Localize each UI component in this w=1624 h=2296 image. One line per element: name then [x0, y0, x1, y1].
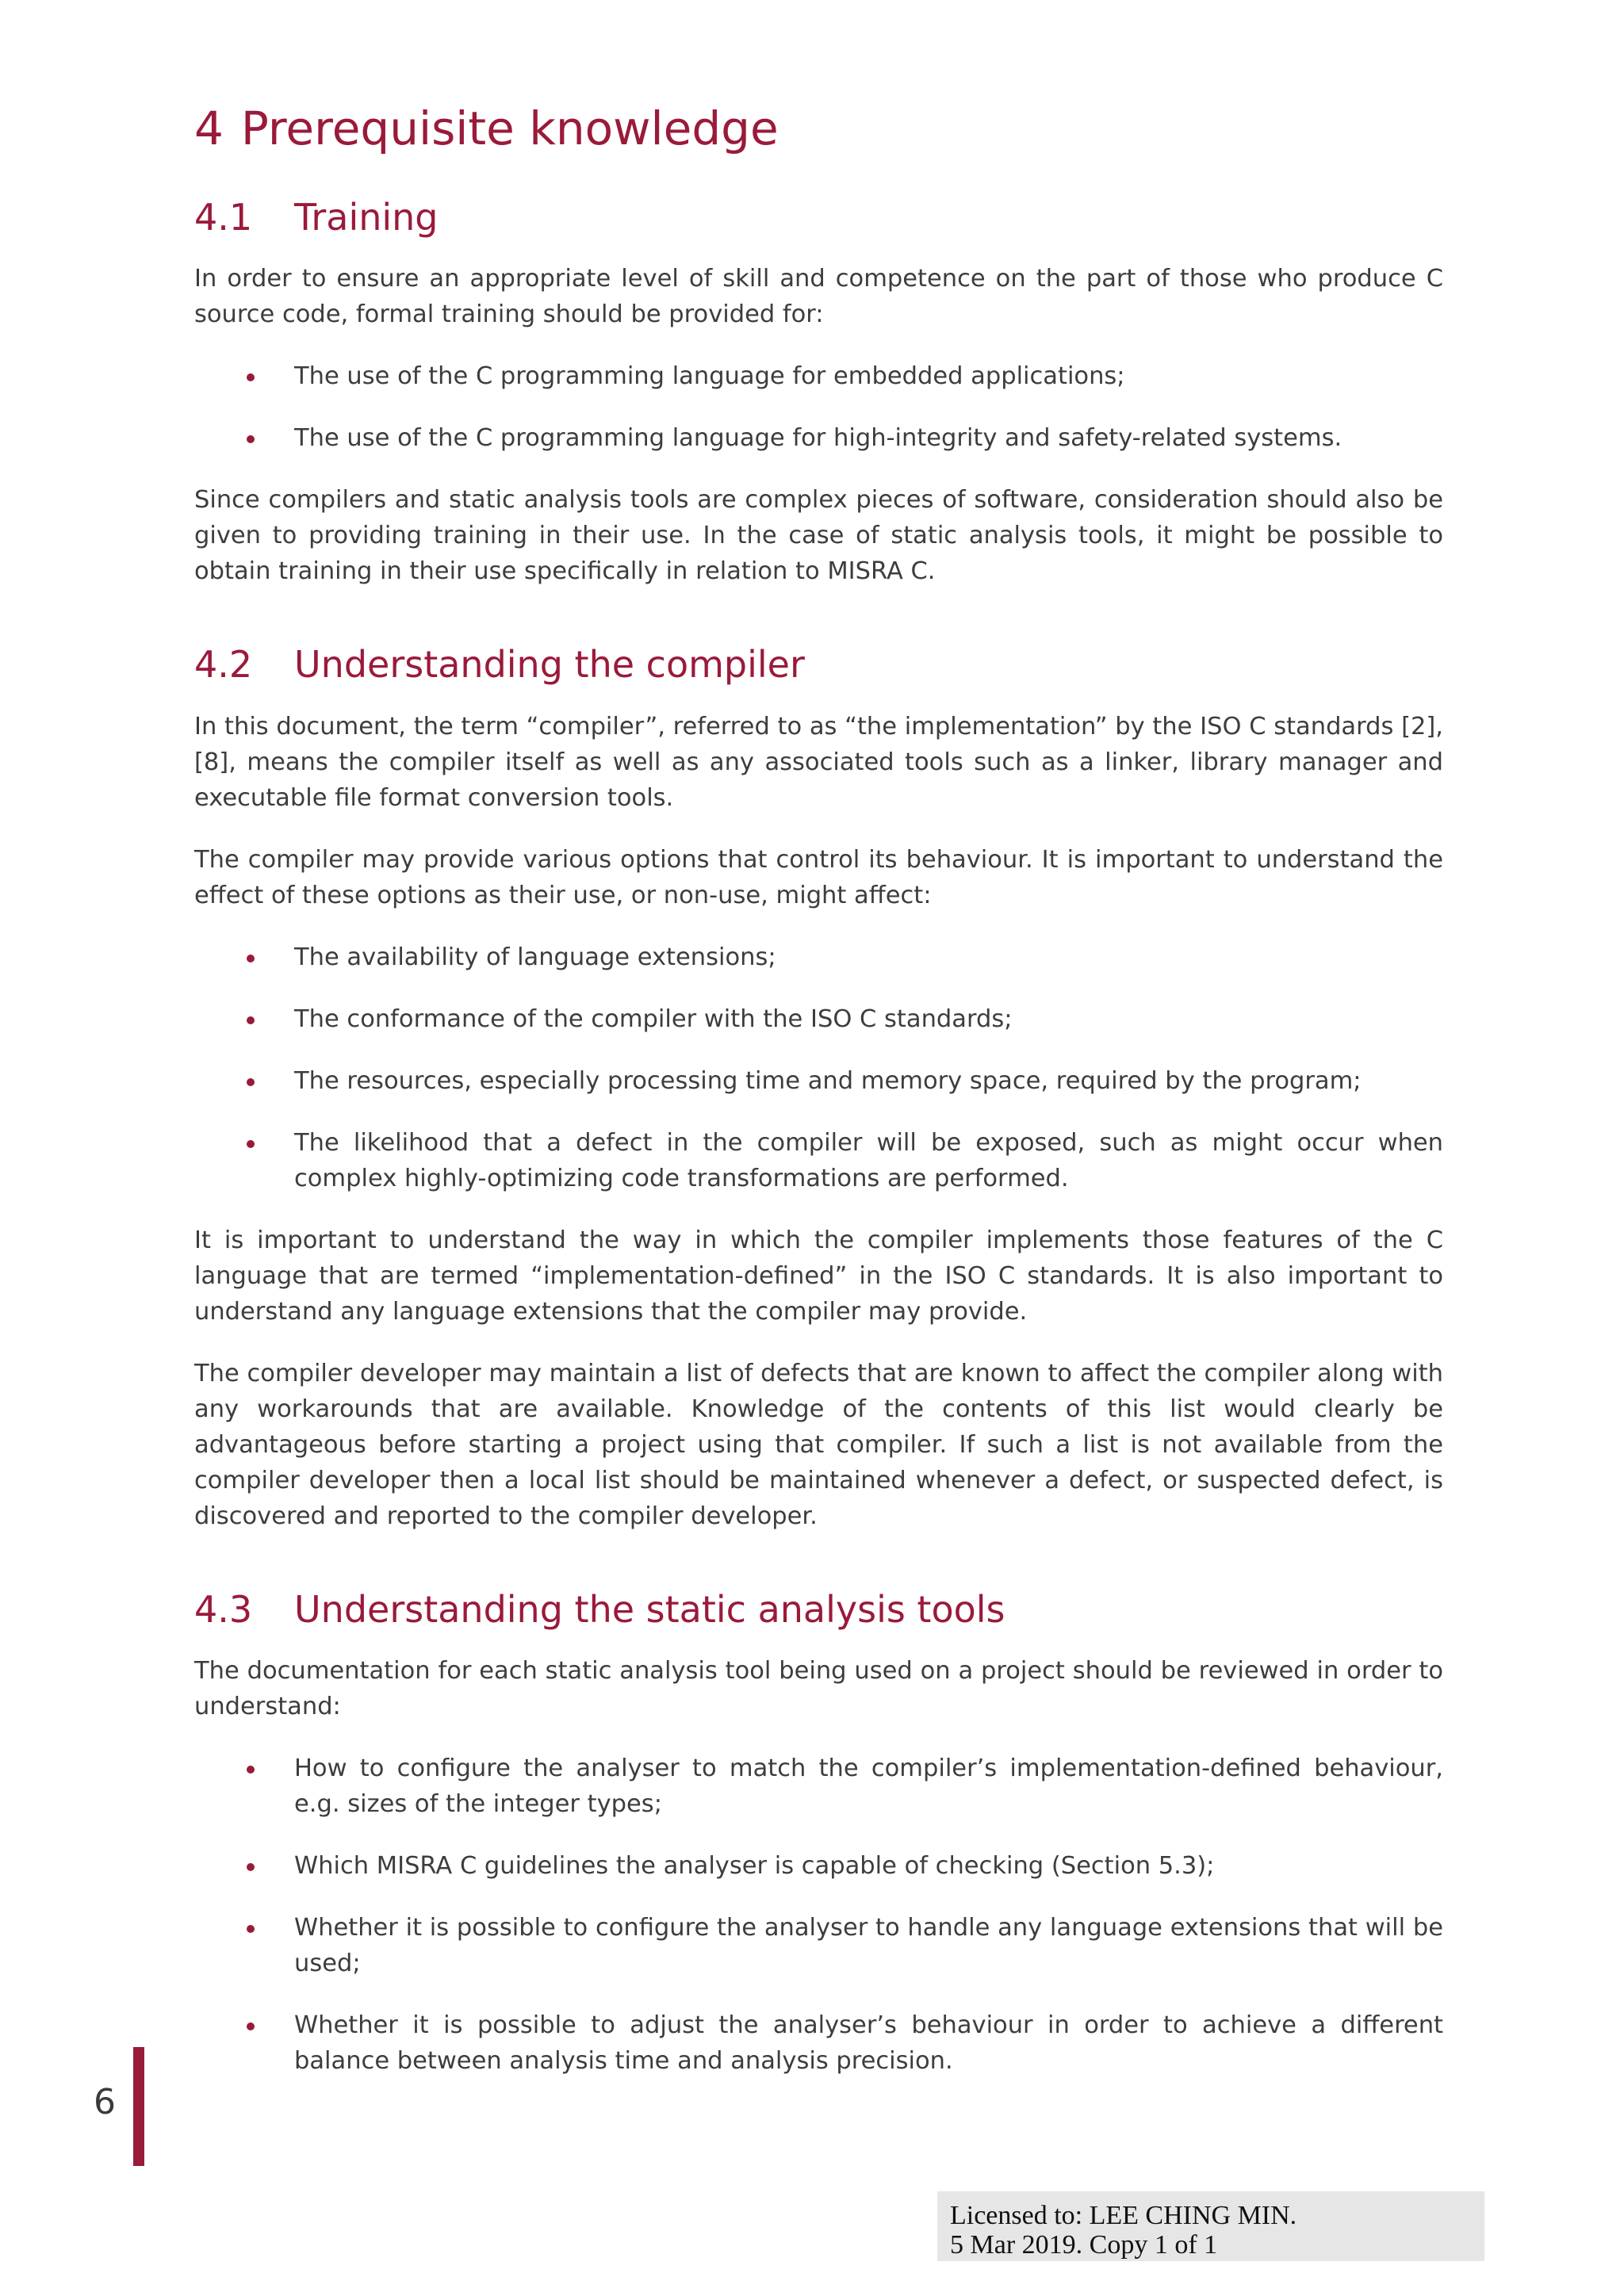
- paragraph: The compiler developer may maintain a list of defects that are known to affect the compiler along with any workarounds that are available. Knowledge of the contents of this list would clearly be advantageous before starting a project using that compiler. If such a list is not available from the compiler developer then a local list should be maintained whenever a defect, or suspected defect, is discovered and reported to the compiler developer.: [194, 1359, 1443, 1530]
- bullet-dot-icon: [247, 1766, 255, 1774]
- bullet-item: The conformance of the compiler with the ISO C standards;: [194, 1001, 1443, 1037]
- section-number: 4.3: [194, 1587, 253, 1631]
- bullet-item: The likelihood that a defect in the compiler will be exposed, such as might occur when complex highly-optimizing code transformations are performed.: [194, 1125, 1443, 1196]
- license-stamp: [937, 2191, 1484, 2261]
- bullet-list: [194, 939, 1443, 1196]
- license-line-2: 5 Mar 2019. Copy 1 of 1: [950, 2230, 1218, 2260]
- bullet-item: The use of the C programming language for high-integrity and safety-related systems.: [194, 420, 1443, 456]
- bullet-dot-icon: [247, 1016, 255, 1024]
- section-title: Understanding the compiler: [294, 643, 805, 687]
- section-heading: [194, 642, 1443, 688]
- paragraph: In order to ensure an appropriate level of skill and competence on the part of those who produce C source code, formal training should be provided for:: [194, 265, 1443, 329]
- chapter-heading: [194, 101, 1443, 157]
- paragraph: In this document, the term “compiler”, referred to as “the implementation” by the ISO C standards [2], [8], means the compiler itself as well as any associated tools such as a linker, library manager and executable file format conversion tools.: [194, 712, 1443, 812]
- section-number: 4.2: [194, 643, 253, 687]
- bullet-dot-icon: [247, 435, 255, 443]
- bullet-item: How to configure the analyser to match the compiler’s implementation-defined behaviour, e.g. sizes of the integer types;: [194, 1751, 1443, 1822]
- section-heading: [194, 1587, 1443, 1633]
- section-heading: [194, 195, 1443, 241]
- bullet-dot-icon: [247, 1925, 255, 1933]
- section-title: Understanding the static analysis tools: [294, 1587, 1005, 1631]
- paragraph: The documentation for each static analysis tool being used on a project should be reviewed in order to understand:: [194, 1657, 1443, 1721]
- section-number: 4.1: [194, 195, 253, 239]
- paragraph: It is important to understand the way in which the compiler implements those features of the C language that are termed “implementation-defined” in the ISO C standards. It is also important to understand any language extensions that the compiler may provide.: [194, 1226, 1443, 1326]
- bullet-item: The availability of language extensions;: [194, 939, 1443, 975]
- paragraph: Since compilers and static analysis tools are complex pieces of software, consideration should also be given to providing training in their use. In the case of static analysis tools, it might be possible to obtain training in their use specifically in relation to MISRA C.: [194, 486, 1443, 586]
- chapter-title: Prerequisite knowledge: [240, 101, 779, 155]
- bullet-item: Whether it is possible to adjust the analyser’s behaviour in order to achieve a different balance between analysis time and analysis precision.: [194, 2007, 1443, 2079]
- bullet-dot-icon: [247, 373, 255, 381]
- license-line-1: Licensed to: LEE CHING MIN.: [950, 2201, 1297, 2230]
- bullet-dot-icon: [247, 2022, 255, 2030]
- paragraph: The compiler may provide various options that control its behaviour. It is important to understand the effect of these options as their use, or non-use, might affect:: [194, 845, 1443, 909]
- page-number-bar: [133, 2047, 144, 2166]
- bullet-list: [194, 1751, 1443, 2079]
- bullet-dot-icon: [247, 1078, 255, 1086]
- section-understanding-static-analysis: [194, 1587, 1443, 2080]
- section-understanding-compiler: [194, 642, 1443, 1534]
- bullet-list: [194, 358, 1443, 456]
- bullet-item: The resources, especially processing time and memory space, required by the program;: [194, 1063, 1443, 1099]
- chapter-number: 4: [194, 101, 224, 155]
- bullet-item: The use of the C programming language for embedded applications;: [194, 358, 1443, 394]
- section-title: Training: [294, 195, 439, 239]
- bullet-dot-icon: [247, 955, 255, 962]
- bullet-item: Whether it is possible to configure the analyser to handle any language extensions that will be used;: [194, 1910, 1443, 1981]
- bullet-dot-icon: [247, 1863, 255, 1871]
- bullet-item: Which MISRA C guidelines the analyser is capable of checking (Section 5.3);: [194, 1848, 1443, 1884]
- section-training: [194, 195, 1443, 590]
- page-content: [194, 101, 1443, 2105]
- page-number: 6: [94, 2082, 116, 2122]
- bullet-dot-icon: [247, 1140, 255, 1148]
